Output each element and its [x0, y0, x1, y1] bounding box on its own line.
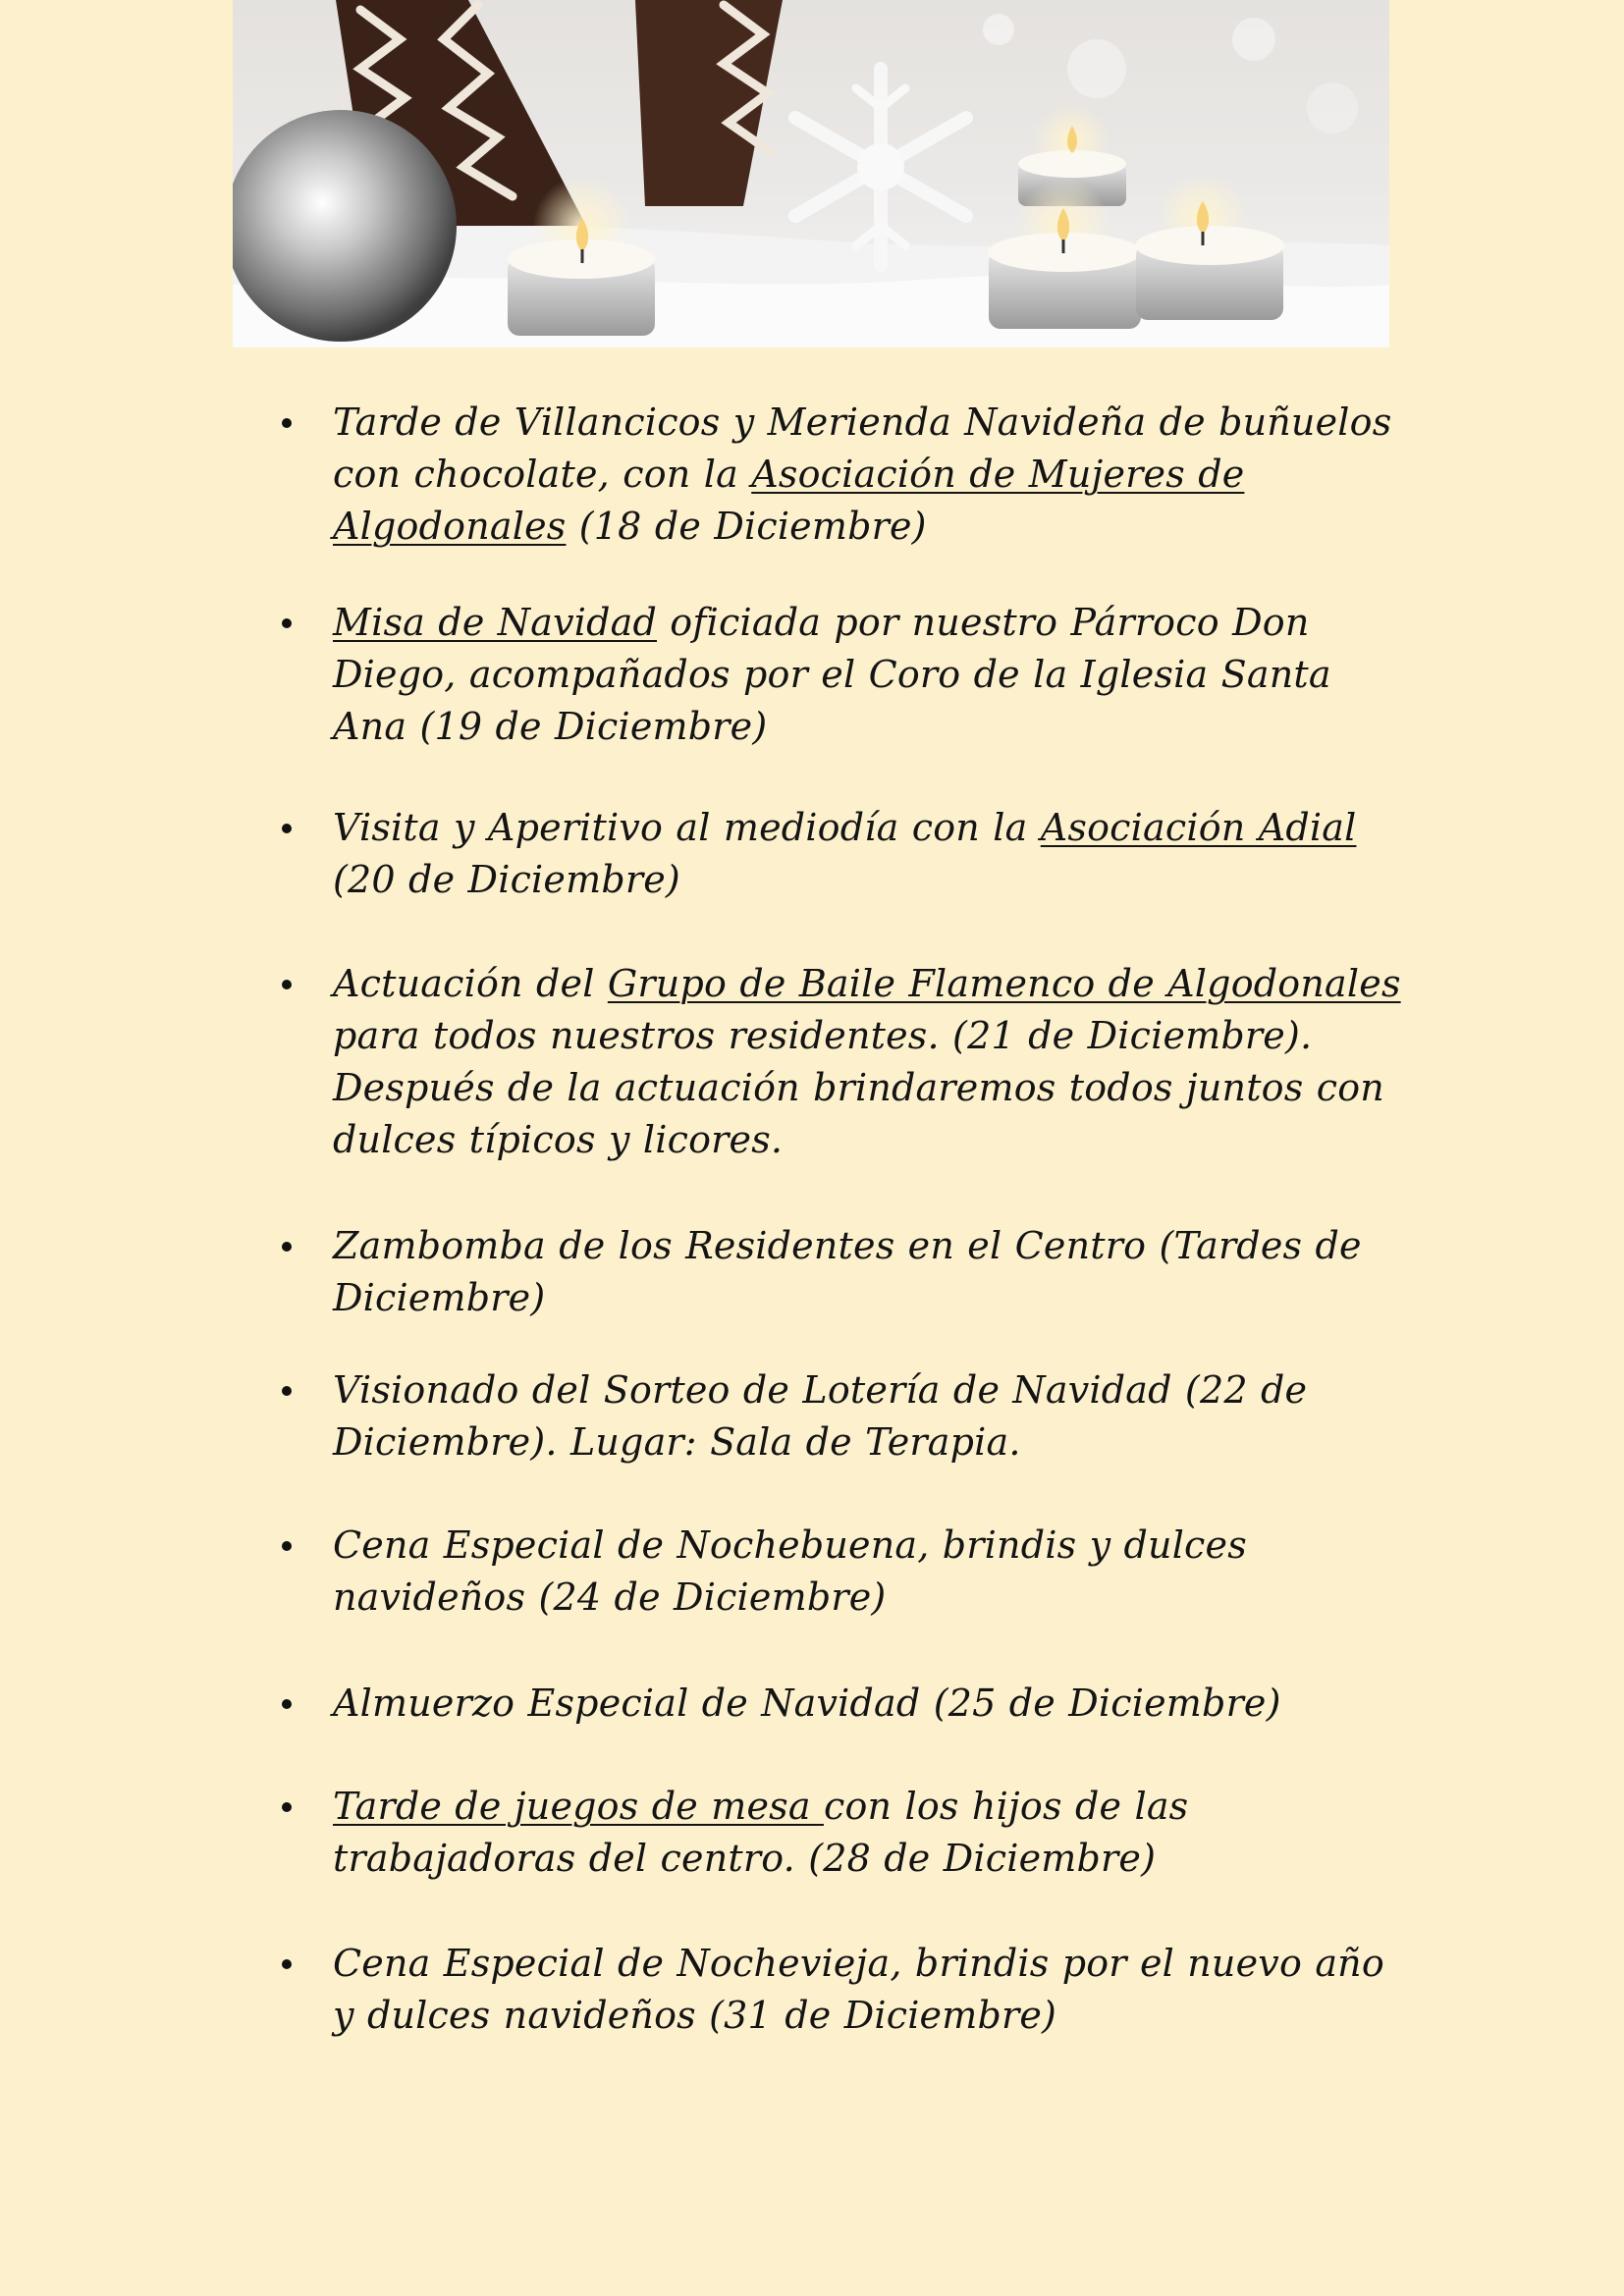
link-asociacion-mujeres[interactable]: Asociación de Mujeres de Algodonales — [333, 453, 1245, 548]
link-asociacion-adial[interactable]: Asociación Adial — [1040, 806, 1357, 849]
list-item — [282, 1520, 1401, 1624]
bullet-icon — [282, 980, 292, 989]
bullet-icon — [282, 1699, 292, 1709]
list-item — [282, 1364, 1401, 1468]
event-description — [333, 1678, 1401, 1730]
bullet-icon — [282, 1386, 292, 1396]
event-text: para todos nuestros residentes. (21 de Diciembre). Después de la actuación brindaremos todos juntos con dulces típicos y licores. — [333, 1014, 1384, 1161]
list-item — [282, 802, 1401, 906]
list-item — [282, 1938, 1401, 2042]
event-text: Cena Especial de Nochevieja, brindis por el nuevo año y dulces navideños (31 de Diciembre) — [333, 1942, 1384, 2037]
event-text: con los hijos de las trabajadoras del centro. (28 de Diciembre) — [333, 1785, 1189, 1880]
bullet-icon — [282, 1959, 292, 1969]
list-item — [282, 597, 1401, 753]
event-description — [333, 958, 1401, 1166]
event-description — [333, 1520, 1401, 1624]
event-description — [333, 397, 1401, 553]
event-text: Actuación del — [333, 962, 608, 1005]
bullet-icon — [282, 824, 292, 833]
event-text: Visita y Aperitivo al mediodía con la — [333, 806, 1041, 849]
link-tarde-juegos-de-mesa[interactable]: Tarde de juegos de mesa — [333, 1785, 824, 1828]
link-misa-de-navidad[interactable]: Misa de Navidad — [333, 601, 658, 644]
list-item — [282, 397, 1401, 553]
link-grupo-baile-flamenco[interactable]: Grupo de Baile Flamenco de Algodonales — [607, 962, 1401, 1005]
event-text: Almuerzo Especial de Navidad (25 de Diciembre) — [333, 1682, 1281, 1725]
bullet-icon — [282, 1541, 292, 1551]
event-text: Visionado del Sorteo de Lotería de Navidad (22 de Diciembre). Lugar: Sala de Terapia. — [333, 1368, 1308, 1464]
event-description — [333, 802, 1401, 906]
list-item — [282, 1220, 1401, 1324]
list-item — [282, 958, 1401, 1166]
event-description — [333, 1938, 1401, 2042]
list-item — [282, 1678, 1401, 1730]
event-description — [333, 1220, 1401, 1324]
bullet-icon — [282, 1802, 292, 1812]
event-description — [333, 597, 1401, 753]
bullet-icon — [282, 618, 292, 628]
event-date: (20 de Diciembre) — [333, 858, 680, 901]
event-text: Cena Especial de Nochebuena, brindis y dulces navideños (24 de Diciembre) — [333, 1523, 1247, 1619]
event-text: Tarde de Villancicos y Merienda Navideña de buñuelos con chocolate, con la — [333, 400, 1392, 496]
event-text: oficiada por nuestro Párroco Don Diego, acompañados por el Coro de la Iglesia Santa Ana (19 de Diciembre) — [333, 601, 1331, 748]
bullet-icon — [282, 418, 292, 428]
event-text: Zambomba de los Residentes en el Centro (Tardes de Diciembre) — [333, 1224, 1362, 1319]
event-description — [333, 1364, 1401, 1468]
event-description — [333, 1781, 1401, 1885]
bullet-icon — [282, 1242, 292, 1252]
list-item — [282, 1781, 1401, 1885]
event-date: (18 de Diciembre) — [566, 505, 927, 548]
